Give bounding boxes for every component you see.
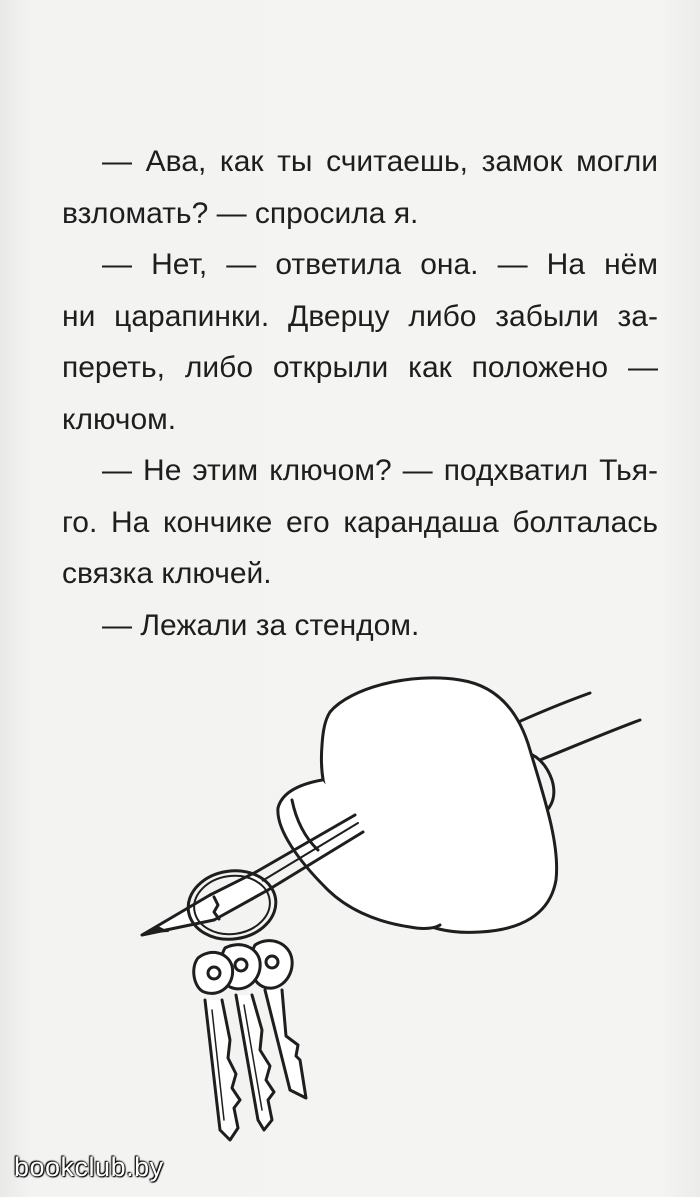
text-line: — Лежали за стендом. (102, 608, 420, 642)
text-line: ни царапинки. Дверцу либо забыли за- (62, 299, 658, 333)
sleeve-line (540, 720, 640, 760)
text-line: переть, либо открыли как положено — (62, 351, 658, 384)
text-line: го. На кончике его карандаша болталась (62, 505, 658, 539)
text-line: ключом. (62, 402, 177, 436)
watermark-text: bookclub.by (14, 1152, 164, 1182)
text-line: — Не этим ключом? — подхватил Тья- (102, 454, 658, 487)
text-line: связка ключей. (62, 557, 272, 590)
text-line: — Ава, как ты считаешь, замок могли (102, 145, 658, 178)
text-line: — Нет, — ответила она. — На нём (102, 248, 658, 281)
text-line: взломать? — спросила я. (62, 196, 419, 230)
